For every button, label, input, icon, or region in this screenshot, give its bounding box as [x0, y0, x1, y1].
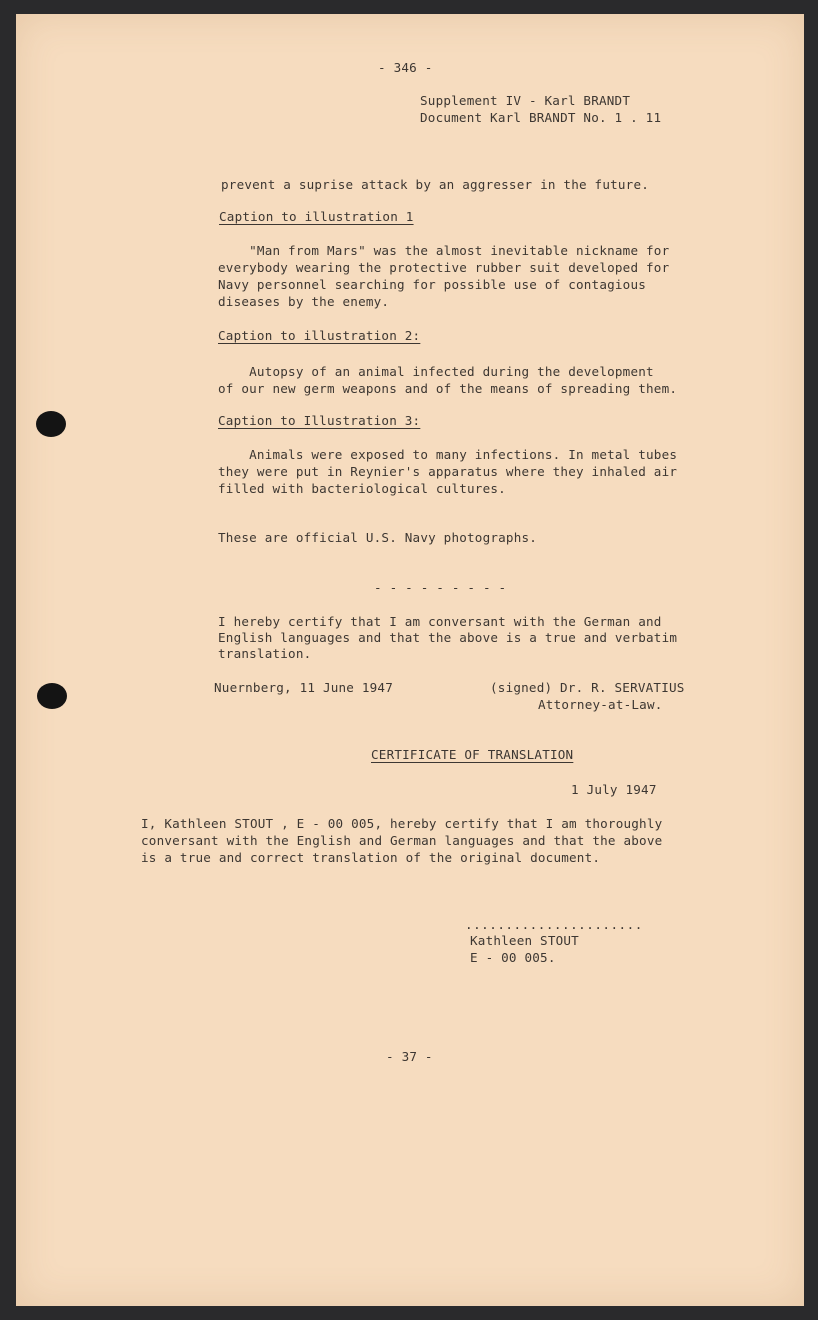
- punch-hole-top: [36, 411, 66, 437]
- caption-3-heading: Caption to Illustration 3:: [218, 413, 421, 428]
- document-page: [16, 14, 804, 1306]
- punch-hole-bottom: [37, 683, 67, 709]
- page-number-top: - 346 -: [378, 60, 433, 75]
- caption-2-line: Autopsy of an animal infected during the development: [218, 364, 654, 379]
- continuation-line: prevent a suprise attack by an aggresser in the future.: [221, 177, 650, 192]
- page-number-bottom: - 37 -: [386, 1049, 433, 1064]
- caption-1-line: "Man from Mars" was the almost inevitable nickname for: [218, 243, 670, 258]
- caption-3-line: they were put in Reynier's apparatus where they inhaled air: [218, 464, 678, 479]
- certificate-line: I, Kathleen STOUT , E - 00 005, hereby certify that I am thoroughly: [141, 816, 663, 831]
- certificate-line: is a true and correct translation of the original document.: [141, 850, 601, 865]
- signature-dotted-line: ......................: [465, 917, 643, 932]
- certification-line: English languages and that the above is a true and verbatim: [218, 630, 678, 645]
- caption-2-heading: Caption to illustration 2:: [218, 328, 421, 343]
- certificate-title: CERTIFICATE OF TRANSLATION: [371, 747, 574, 762]
- translator-name: Kathleen STOUT: [470, 933, 579, 948]
- certification-line: I hereby certify that I am conversant with the German and: [218, 614, 662, 629]
- caption-2-line: of our new germ weapons and of the means of spreading them.: [218, 381, 678, 396]
- section-divider: - - - - - - - - -: [374, 580, 507, 595]
- certificate-line: conversant with the English and German languages and that the above: [141, 833, 663, 848]
- certification-line: translation.: [218, 646, 312, 661]
- caption-1-line: diseases by the enemy.: [218, 294, 390, 309]
- caption-3-line: filled with bacteriological cultures.: [218, 481, 506, 496]
- document-line: Document Karl BRANDT No. 1 . 11: [420, 110, 662, 125]
- caption-1-heading: Caption to illustration 1: [219, 209, 414, 224]
- caption-1-line: everybody wearing the protective rubber suit developed for: [218, 260, 670, 275]
- supplement-line: Supplement IV - Karl BRANDT: [420, 93, 631, 108]
- caption-1-line: Navy personnel searching for possible use of contagious: [218, 277, 647, 292]
- signed-by: (signed) Dr. R. SERVATIUS: [490, 680, 685, 695]
- attorney-title: Attorney-at-Law.: [538, 697, 663, 712]
- caption-3-line: Animals were exposed to many infections. In metal tubes: [218, 447, 678, 462]
- place-and-date: Nuernberg, 11 June 1947: [214, 680, 393, 695]
- certificate-date: 1 July 1947: [571, 782, 657, 797]
- official-photographs-line: These are official U.S. Navy photographs.: [218, 530, 538, 545]
- translator-id: E - 00 005.: [470, 950, 556, 965]
